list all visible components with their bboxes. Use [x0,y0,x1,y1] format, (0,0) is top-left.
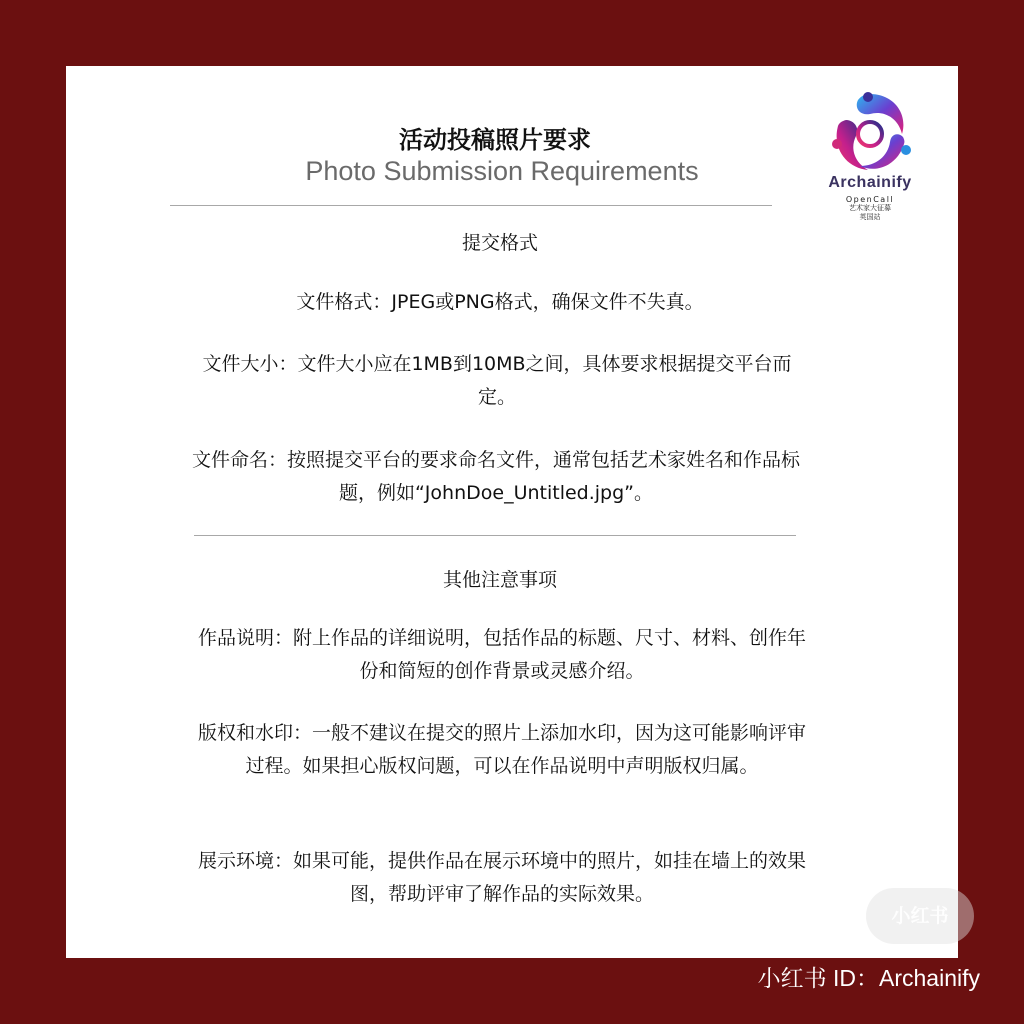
list-item-display-environment: 展示环境：如果可能，提供作品在展示环境中的照片，如挂在墙上的效果图，帮助评审了解作品的实际效果。 [197,850,806,905]
list-item-file-size: 文件大小：文件大小应在1MB到10MB之间，具体要求根据提交平台而定。 [202,353,792,408]
logo-tagline-3: 英国站 [859,213,881,221]
section-heading-notes: 其他注意事项 [442,569,557,591]
list-item-file-format: 文件格式：JPEG或PNG格式，确保文件不失真。 [296,291,704,313]
list-item-file-naming: 文件命名：按照提交平台的要求命名文件，通常包括艺术家姓名和作品标题，例如“JohnDoe_Untitled.jpg”。 [191,449,800,504]
logo-swirl-icon [824,88,916,176]
footer-account-id: 小红书 ID：Archainify [757,965,980,991]
page-subtitle: Photo Submission Requirements [305,156,699,186]
page-title: 活动投稿照片要求 [399,126,591,154]
archainify-logo [810,88,930,228]
list-item-work-description: 作品说明：附上作品的详细说明，包括作品的标题、尺寸、材料、创作年份和简短的创作背景或灵感介绍。 [197,627,806,682]
xiaohongshu-watermark: 小红书 [866,888,974,944]
section-heading-format: 提交格式 [461,232,538,254]
divider-top [170,205,772,206]
logo-tagline-1: OpenCall [845,195,895,204]
list-item-copyright-watermark: 版权和水印：一般不建议在提交的照片上添加水印，因为这可能影响评审过程。如果担心版权问题，可以在作品说明中声明版权归属。 [197,722,806,777]
divider-middle [194,535,796,536]
logo-tagline-2: 艺术家大征募 [849,204,891,212]
logo-name: Archainify [828,174,912,191]
